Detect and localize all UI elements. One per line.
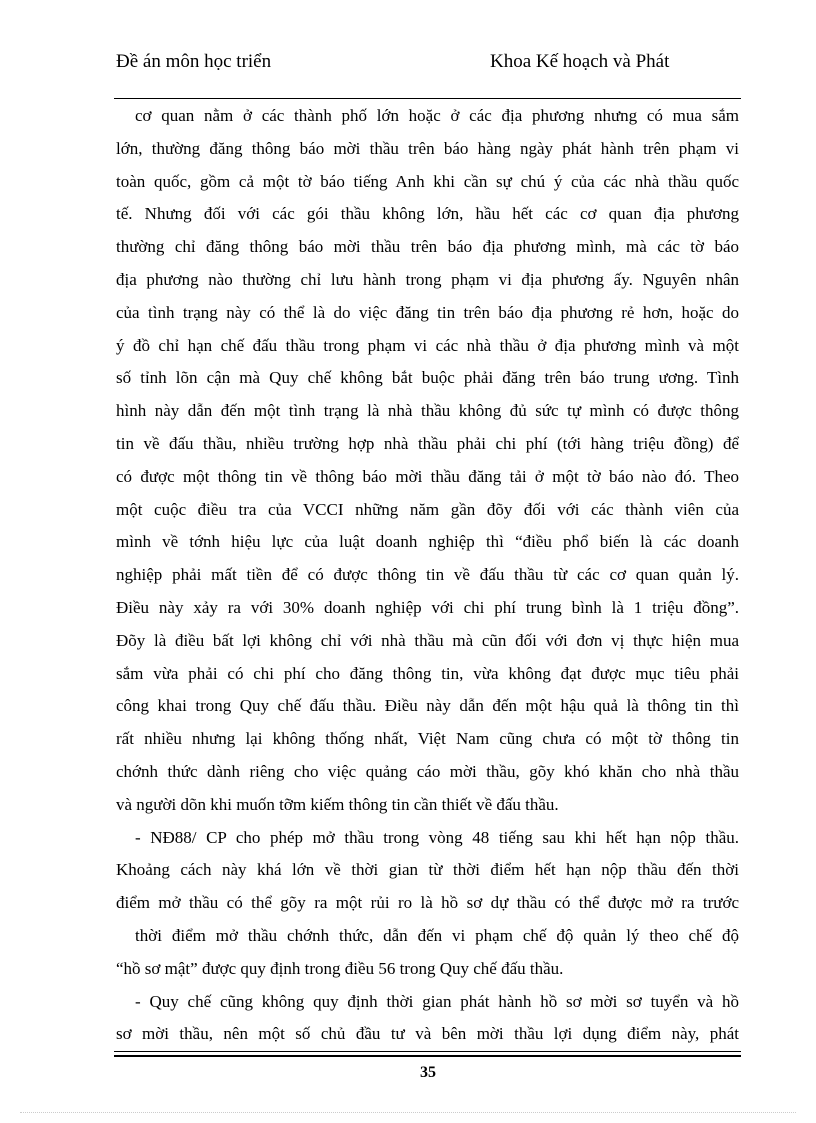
text-line: sắm vừa phải có chi phí cho đăng thông tin, vừa không đạt được mục tiêu phải (116, 663, 739, 683)
text-line: cơ quan nằm ở các thành phố lớn hoặc ở các địa phương nhưng có mua sắm (135, 106, 739, 125)
header-left-title: Đề án môn học triển (116, 51, 272, 72)
text-line: toàn quốc, gồm cả một tờ báo tiếng Anh khi cần sự chú ý của các nhà thầu quốc (116, 171, 739, 191)
text-line: Đõy là điều bất lợi không chỉ với nhà thầu mà cũn đối với đơn vị thực hiện mua (116, 630, 739, 650)
text-line: rất nhiều nhưng lại không thống nhất, Việt Nam cũng chưa có một tờ thông tin (116, 729, 739, 749)
text-line: Điều này xảy ra với 30% doanh nghiệp với chi phí trung bình là 1 triệu đồng”. (116, 597, 739, 617)
text-line: điểm mở thầu có thể gõy ra một rủi ro là hồ sơ dự thầu có thể được mở ra trước (116, 893, 739, 913)
page-number: 35 (420, 1064, 436, 1081)
text-line: mình về tớnh hiệu lực của luật doanh nghiệp thì “điều phổ biến là các doanh (116, 532, 739, 552)
text-line: thời điểm mở thầu chớnh thức, dẫn đến vi phạm chế độ quản lý theo chế độ (135, 925, 739, 945)
text-line: của tình trạng này có thể là do việc đăng tin trên báo địa phương rẻ hơn, hoặc do (116, 302, 739, 322)
text-line: ý đồ chỉ hạn chế đấu thầu trong phạm vi các nhà thầu ở địa phương mình và một (116, 335, 739, 355)
text-line: - NĐ88/ CP cho phép mở thầu trong vòng 48 tiếng sau khi hết hạn nộp thầu. (135, 827, 739, 847)
text-line: chớnh thức dành riêng cho việc quảng cáo mời thầu, gõy khó khăn cho nhà thầu (116, 761, 739, 781)
text-line: - Quy chế cũng không quy định thời gian phát hành hồ sơ mời sơ tuyển và hồ (135, 991, 739, 1011)
footer-divider-thick (114, 1055, 741, 1057)
text-line: sơ mời thầu, nên một số chủ đầu tư và bên mời thầu lợi dụng điểm này, phát (116, 1024, 739, 1044)
text-line: tin về đấu thầu, nhiều trường hợp nhà thầu phải chi phí (tới hàng triệu đồng) để (116, 433, 739, 453)
text-line: công khai trong Quy chế đấu thầu. Điều này dẫn đến một hậu quả là thông tin thì (116, 696, 739, 716)
text-line: lớn, thường đăng thông báo mời thầu trên báo hàng ngày phát hành trên phạm vi (116, 138, 739, 158)
text-line: một cuộc điều tra của VCCI những năm gần đõy đối với các thành viên của (116, 499, 739, 519)
page-edge-dotted-line (20, 1112, 796, 1113)
text-line: “hồ sơ mật” được quy định trong điều 56 trong Quy chế đấu thầu. (116, 958, 564, 978)
text-line: và người dõn khi muốn tỡm kiếm thông tin cần thiết về đấu thầu. (116, 794, 559, 814)
text-line: nghiệp phải mất tiền để có được thông tin về đấu thầu từ các cơ quan quản lý. (116, 565, 739, 585)
text-line: tế. Nhưng đối với các gói thầu không lớn, hầu hết các cơ quan địa phương (116, 204, 739, 224)
text-line: địa phương nào thường chỉ lưu hành trong phạm vi địa phương ấy. Nguyên nhân (116, 269, 739, 289)
header-right-title: Khoa Kế hoạch và Phát (490, 51, 670, 72)
text-line: có được một thông tin về thông báo mời thầu đăng tải ở một tờ báo nào đó. Theo (116, 466, 739, 486)
text-line: Khoảng cách này khá lớn về thời gian từ thời điểm hết hạn nộp thầu đến thời (116, 860, 739, 880)
text-line: số tỉnh lõn cận mà Quy chế không bắt buộc phải đăng trên báo trung ương. Tình (116, 368, 739, 388)
header-divider (114, 98, 741, 99)
text-line: thường chỉ đăng thông báo mời thầu trên báo địa phương mình, mà các tờ báo (116, 237, 739, 257)
text-line: hình này dẫn đến một tình trạng là nhà thầu không đủ sức tự mình có được thông (116, 401, 739, 421)
body-text (116, 100, 739, 1051)
footer-divider-thin (114, 1051, 741, 1052)
